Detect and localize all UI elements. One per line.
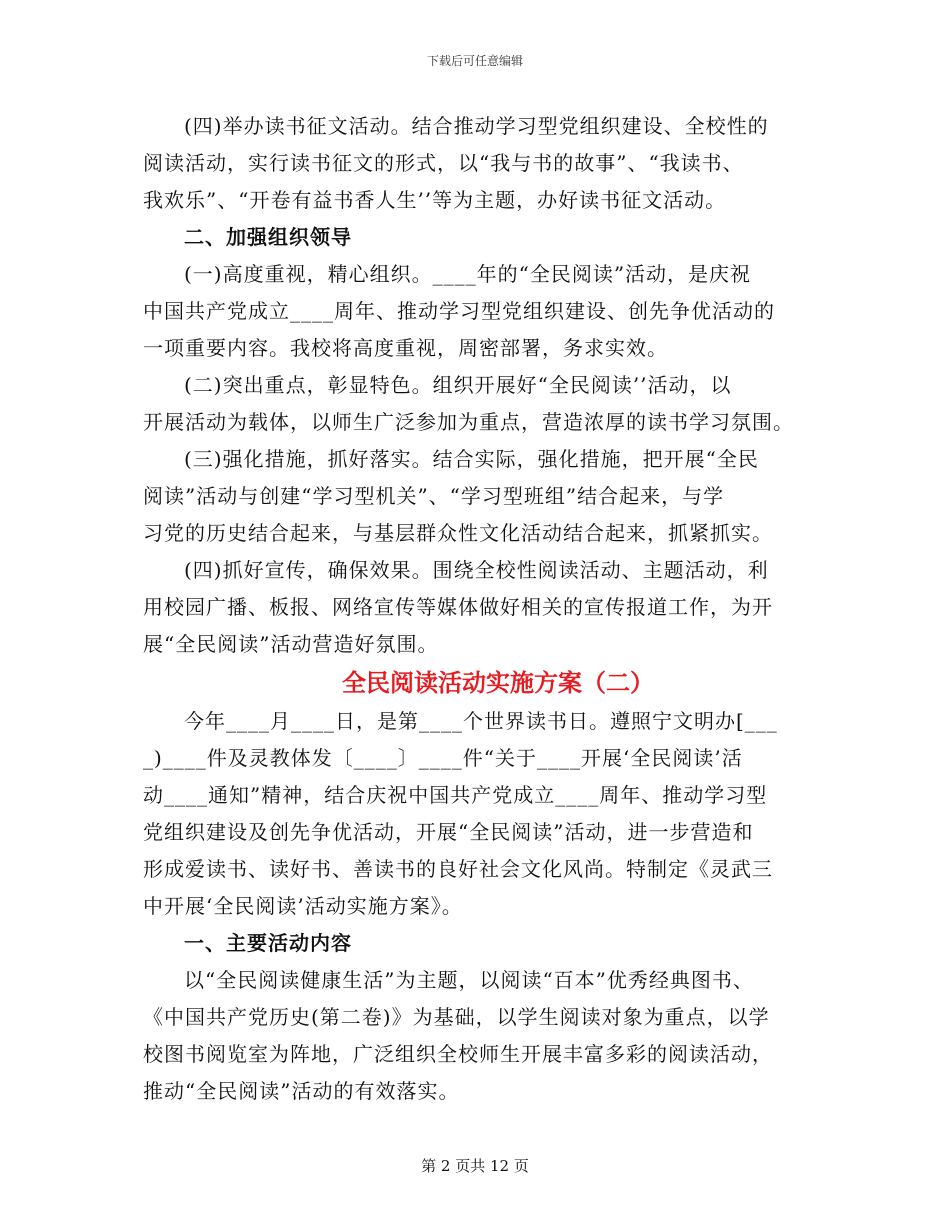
paragraph-line: 阅读”活动与创建“学习型机关”、“学习型班组”结合起来，与学 bbox=[143, 484, 725, 508]
paragraph-line: 形成爱读书、读好书、善读书的良好社会文化风尚。特制定《灵武三 bbox=[143, 857, 773, 881]
paragraph-line: (四)抓好宣传，确保效果。围绕全校性阅读活动、主题活动，利 bbox=[184, 558, 769, 582]
page-footer: 第 2 页共 12 页 bbox=[421, 1157, 529, 1175]
paragraph-line: _)____件及灵教体发〔____〕____件“关于____开展‘全民阅读’活 bbox=[143, 746, 743, 770]
document-title: 全民阅读活动实施方案（二） bbox=[342, 669, 654, 697]
paragraph-line: 中开展‘全民阅读’活动实施方案》。 bbox=[143, 894, 463, 918]
paragraph-line: (四)举办读书征文活动。结合推动学习型党组织建设、全校性的 bbox=[184, 114, 769, 138]
paragraph-line: 习党的历史结合起来，与基层群众性文化活动结合起来，抓紧抓实。 bbox=[143, 521, 773, 545]
paragraph-line: 展“全民阅读”活动营造好氛围。 bbox=[143, 632, 439, 656]
paragraph-line: (三)强化措施，抓好落实。结合实际，强化措施，把开展“全民 bbox=[184, 447, 759, 471]
paragraph-line: 党组织建设及创先争优活动，开展“全民阅读”活动，进一步营造和 bbox=[143, 820, 754, 844]
paragraph-line: 开展活动为载体，以师生广泛参加为重点，营造浓厚的读书学习氛围。 bbox=[143, 410, 794, 434]
paragraph-line: (一)高度重视，精心组织。____年的“全民阅读”活动，是庆祝 bbox=[184, 262, 752, 286]
paragraph-line: 一项重要内容。我校将高度重视，周密部署，务求实效。 bbox=[143, 336, 668, 360]
paragraph-line: 动____通知”精神，结合庆祝中国共产党成立____周年、推动学习型 bbox=[143, 783, 768, 807]
paragraph-line: 校图书阅览室为阵地，广泛组织全校师生开展丰富多彩的阅读活动， bbox=[143, 1042, 773, 1066]
paragraph-line: 今年____月____日，是第____个世界读书日。遵照宁文明办[___ bbox=[184, 709, 778, 733]
document-body bbox=[143, 108, 813, 1110]
section-heading: 二、加强组织领导 bbox=[184, 225, 352, 249]
paragraph-line: 我欢乐”、“开卷有益书香人生’’等为主题，办好读书征文活动。 bbox=[143, 188, 727, 212]
paragraph-line: 阅读活动，实行读书征文的形式，以“我与书的故事”、“我读书、 bbox=[143, 151, 744, 175]
paragraph-line: 推动“全民阅读”活动的有效落实。 bbox=[143, 1079, 460, 1103]
page-header: 下载后可任意编辑 bbox=[426, 54, 523, 68]
paragraph-line: 中国共产党成立____周年、推动学习型党组织建设、创先争优活动的 bbox=[143, 299, 775, 323]
paragraph-line: (二)突出重点，彰显特色。组织开展好“全民阅读’’活动，以 bbox=[184, 373, 732, 397]
paragraph-line: 《中国共产党历史(第二卷)》为基础，以学生阅读对象为重点，以学 bbox=[143, 1005, 770, 1029]
paragraph-line: 用校园广播、板报、网络宣传等媒体做好相关的宣传报道工作，为开 bbox=[143, 595, 773, 619]
paragraph-line: 以“全民阅读健康生活”为主题，以阅读“百本”优秀经典图书、 bbox=[184, 968, 754, 992]
section-heading: 一、主要活动内容 bbox=[184, 931, 352, 955]
